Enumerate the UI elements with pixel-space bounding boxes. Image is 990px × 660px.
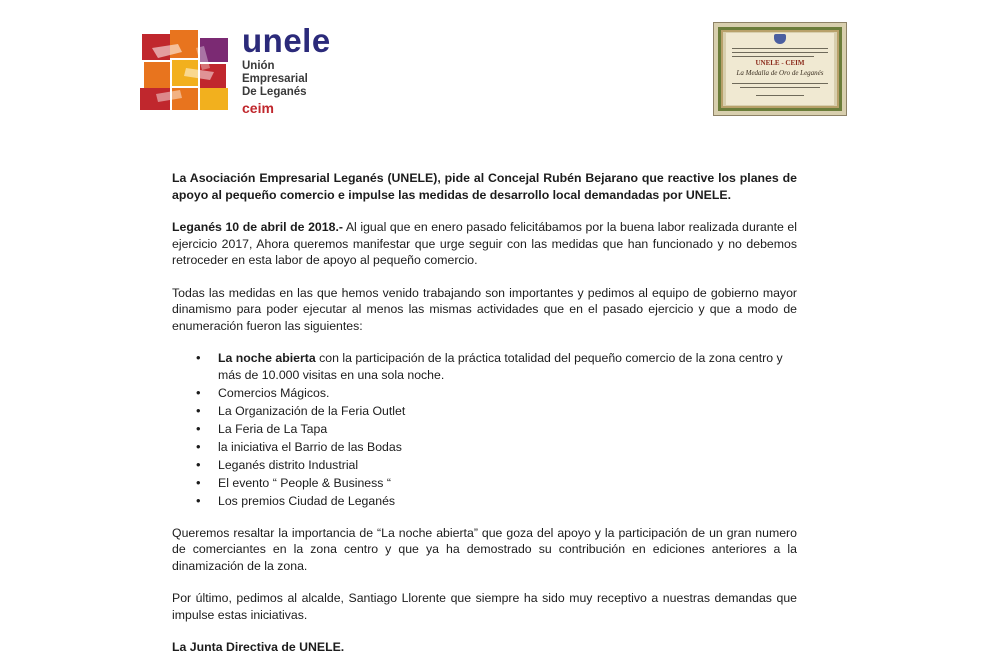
document-title: La Asociación Empresarial Leganés (UNELE), pide al Concejal Rubén Bejarano que reactive los planes de apoyo al pequeño comercio e impulse las medidas de desarrollo local demandadas por UNELE.: [172, 171, 797, 202]
press-release-body: [172, 170, 797, 656]
signature: La Junta Directiva de UNELE.: [172, 640, 345, 654]
list-item: • la iniciativa el Barrio de las Bodas: [172, 439, 797, 456]
list-item: [172, 350, 797, 383]
list-item: • Comercios Mágicos.: [172, 385, 797, 402]
activities-list: [172, 350, 797, 509]
logo-brand: ceim: [242, 100, 274, 116]
dateline: Leganés 10 de abril de 2018.-: [172, 220, 343, 234]
paragraph-4: Por último, pedimos al alcalde, Santiago Llorente que siempre ha sido muy receptivo a nuestras demandas que impulse estas iniciativas.: [172, 591, 797, 622]
logo-text: [242, 24, 331, 116]
logo-line-3: De Leganés: [242, 86, 307, 98]
paragraph-1: [172, 219, 797, 269]
logo-name: unele: [242, 22, 331, 59]
unele-logo: [138, 24, 348, 116]
certificate-image: [713, 22, 847, 116]
certificate-paper: [726, 33, 834, 105]
paragraph-3: Queremos resaltar la importancia de “La noche abierta” que goza del apoyo y la participación de un gran numero de comerciantes en la zona centro y que ya ha demostrado su contribución en ediciones anteriores a la dinamización de la zona.: [172, 525, 797, 573]
certificate-heading: UNELE - CEIM: [755, 59, 805, 67]
paragraph-2: Todas las medidas en las que hemos venido trabajando son importantes y pedimos al equipo de gobierno mayor dinamismo para poder ejecutar al menos las mismas actividades que en el pasado ejercicio y que a modo de enumeración fueron las siguientes:: [172, 285, 797, 333]
list-item: • Leganés distrito Industrial: [172, 457, 797, 474]
list-item: • La Feria de La Tapa: [172, 421, 797, 438]
certificate-subheading: La Medalla de Oro de Leganés: [736, 69, 824, 77]
list-item: • El evento “ People & Business “: [172, 475, 797, 492]
list-item: • Los premios Ciudad de Leganés: [172, 493, 797, 510]
logo-line-1: Unión: [242, 60, 275, 72]
paragraph-1-text: Al igual que en enero pasado felicitábamos por la buena labor realizada durante el ejercicio 2017, Ahora queremos manifestar que urge seguir con las medidas que han funcionado y no debemos retroceder en esta labor de apoyo al pequeño comercio.: [172, 220, 798, 267]
list-item-text: con la participación de la práctica totalidad del pequeño comercio de la zona centro y más de 10.000 visitas en una sola noche.: [218, 351, 783, 382]
list-item-bold: La noche abierta: [218, 351, 316, 365]
list-item: • La Organización de la Feria Outlet: [172, 403, 797, 420]
hands-logo-icon: [138, 28, 232, 112]
logo-line-2: Empresarial: [242, 73, 308, 85]
crest-icon: [774, 34, 786, 44]
